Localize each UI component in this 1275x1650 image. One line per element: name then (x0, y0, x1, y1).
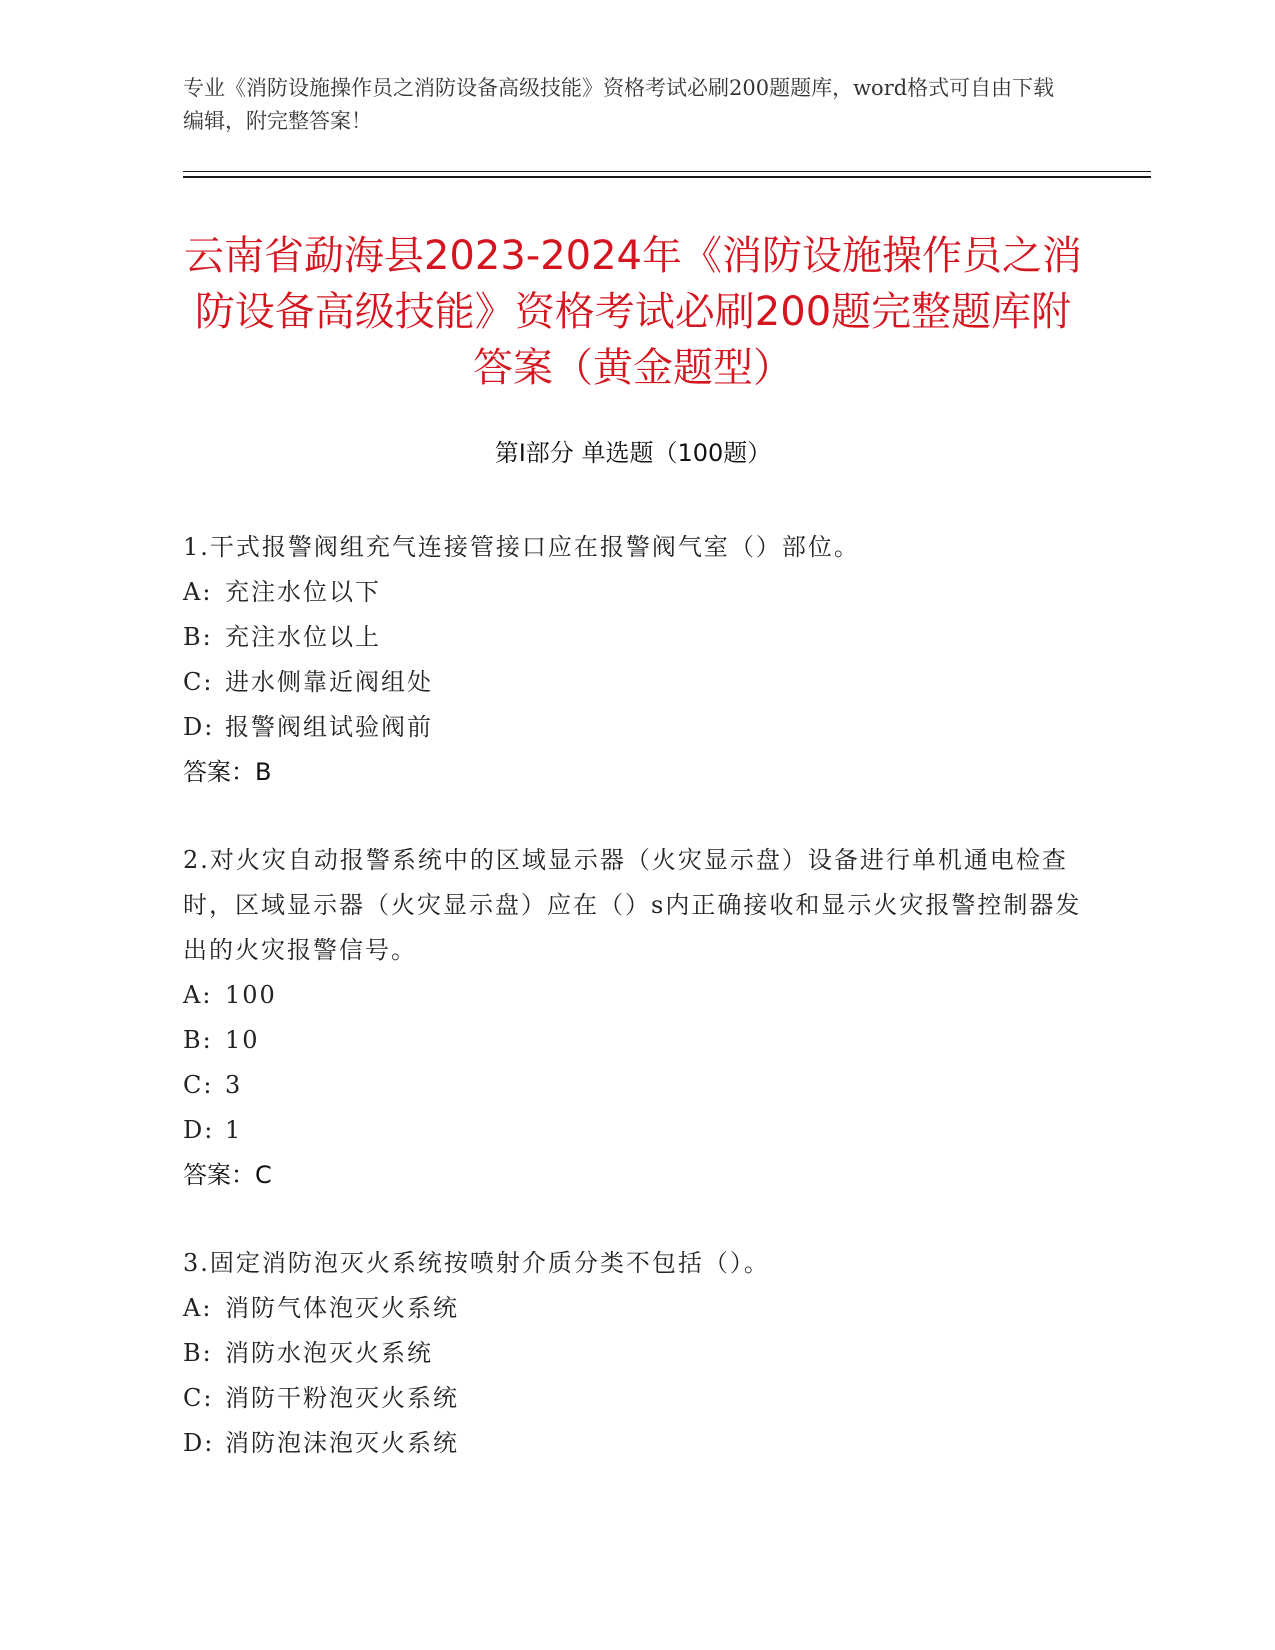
option-text: 进水侧靠近阀组处 (225, 668, 433, 696)
header-note: 专业《消防设施操作员之消防设备高级技能》资格考试必刷200题题库，word格式可自由下载编辑，附完整答案！ (183, 76, 1055, 133)
answer-line: 答案：C (183, 1161, 272, 1189)
header-divider-thick (183, 176, 1151, 178)
section-heading: 第I部分 单选题（100题） (494, 439, 772, 467)
option-letter: A: (183, 981, 213, 1009)
option-d (183, 1421, 1083, 1466)
option-b (183, 1018, 1083, 1063)
option-b (183, 1331, 1083, 1376)
option-text: 报警阀组试验阀前 (225, 713, 433, 741)
option-letter: C: (183, 1071, 214, 1099)
option-text: 10 (225, 1026, 260, 1054)
option-letter: C: (183, 1384, 214, 1412)
option-text: 充注水位以下 (225, 578, 381, 606)
option-text: 100 (225, 981, 277, 1009)
question-spacer (183, 795, 1083, 838)
option-c (183, 660, 1083, 705)
option-text: 消防水泡灭火系统 (225, 1339, 433, 1367)
option-c (183, 1063, 1083, 1108)
option-a (183, 973, 1083, 1018)
option-text: 消防干粉泡灭火系统 (225, 1384, 459, 1412)
question-1 (183, 525, 1083, 795)
option-letter: C: (183, 668, 214, 696)
option-text: 充注水位以上 (225, 623, 381, 651)
option-text: 消防泡沫泡灭火系统 (225, 1429, 459, 1457)
question-stem: 1.干式报警阀组充气连接管接口应在报警阀气室（）部位。 (183, 533, 860, 561)
question-stem: 3.固定消防泡灭火系统按喷射介质分类不包括（）。 (183, 1249, 770, 1277)
option-letter: B: (183, 623, 213, 651)
question-spacer (183, 1198, 1083, 1241)
option-letter: D: (183, 1429, 215, 1457)
question-list (183, 525, 1083, 1466)
option-c (183, 1376, 1083, 1421)
option-letter: A: (183, 1294, 213, 1322)
option-d (183, 705, 1083, 750)
option-d (183, 1108, 1083, 1153)
option-text: 1 (225, 1116, 243, 1144)
header-divider-thin (183, 171, 1151, 172)
question-stem: 2.对火灾自动报警系统中的区域显示器（火灾显示盘）设备进行单机通电检查时，区域显示器（火灾显示盘）应在（）s内正确接收和显示火灾报警控制器发出的火灾报警信号。 (183, 846, 1082, 964)
option-text: 3 (225, 1071, 243, 1099)
option-text: 消防气体泡灭火系统 (225, 1294, 459, 1322)
option-letter: D: (183, 1116, 215, 1144)
option-letter: B: (183, 1339, 213, 1367)
question-3 (183, 1241, 1083, 1466)
option-b (183, 615, 1083, 660)
answer-line: 答案：B (183, 758, 272, 786)
option-letter: A: (183, 578, 213, 606)
option-a (183, 1286, 1083, 1331)
option-letter: D: (183, 713, 215, 741)
option-a (183, 570, 1083, 615)
option-letter: B: (183, 1026, 213, 1054)
document-title: 云南省勐海县2023-2024年《消防设施操作员之消防设备高级技能》资格考试必刷200题完整题库附答案（黄金题型） (183, 233, 1083, 391)
question-2 (183, 838, 1083, 1198)
